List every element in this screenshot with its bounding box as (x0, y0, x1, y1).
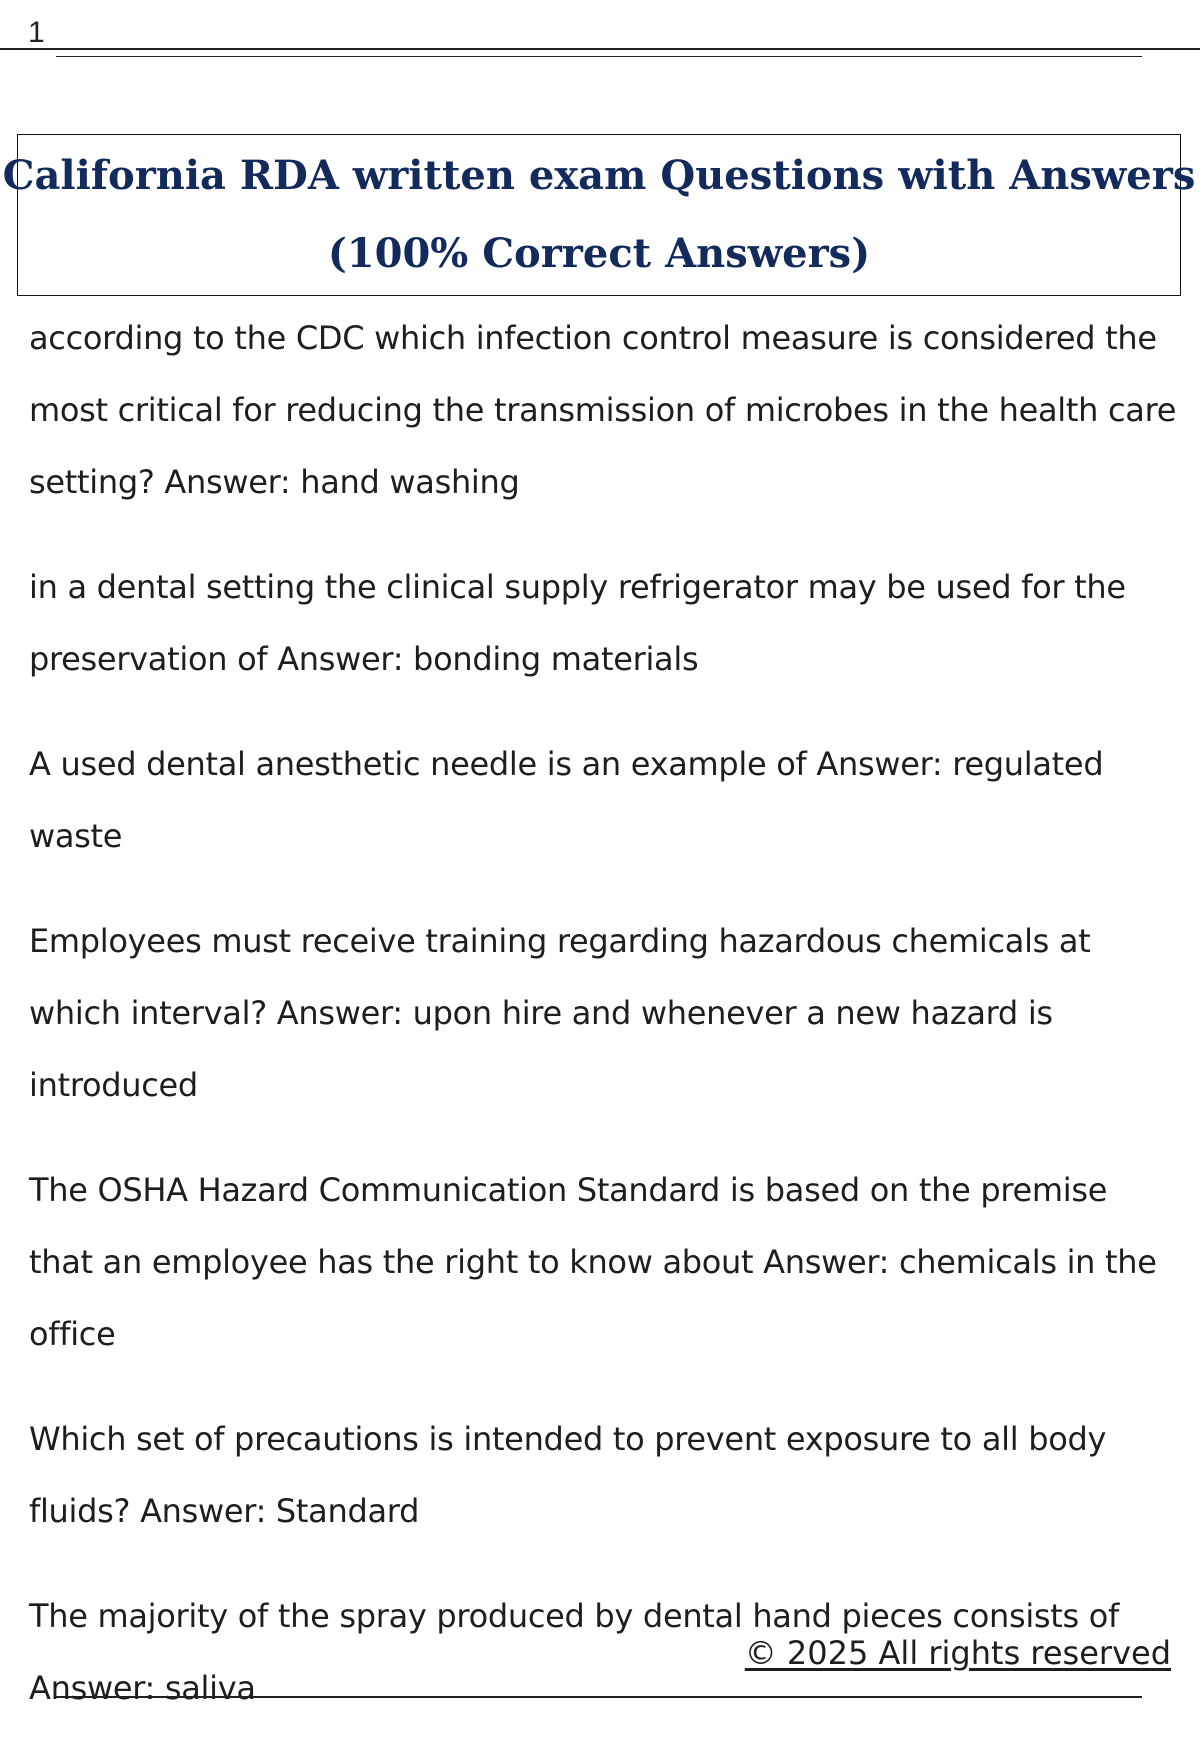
header-rule-top (0, 48, 1200, 50)
footer-rule (56, 1696, 1142, 1698)
qa-item: according to the CDC which infection control measure is considered the most critical for reducing the transmission of microbes in the health care setting? Answer: hand washing (29, 319, 1177, 501)
qa-item: Employees must receive training regarding hazardous chemicals at which interval? Answer: upon hire and whenever a new hazard is introduced (29, 922, 1091, 1104)
qa-item: Which set of precautions is intended to prevent exposure to all body fluids? Answer: Standard (29, 1420, 1107, 1530)
document-title-line-2: (100% Correct Answers) (327, 230, 871, 277)
header-rule-bottom (56, 56, 1142, 57)
title-box (2, 134, 1196, 296)
qa-item: The OSHA Hazard Communication Standard is based on the premise that an employee has the right to know about Answer: chemicals in the office (29, 1171, 1157, 1353)
qa-item: A used dental anesthetic needle is an example of Answer: regulated waste (29, 745, 1104, 855)
page-number: 1 (28, 16, 45, 49)
qa-item: in a dental setting the clinical supply refrigerator may be used for the preservation of Answer: bonding materials (29, 568, 1126, 678)
footer-copyright: © 2025 All rights reserved (744, 1634, 1171, 1672)
document-title-line-1: California RDA written exam Questions with Answers (2, 152, 1196, 199)
qa-item: The majority of the spray produced by dental hand pieces consists of Answer: saliva (29, 1597, 1120, 1707)
qa-list (29, 302, 1179, 1757)
